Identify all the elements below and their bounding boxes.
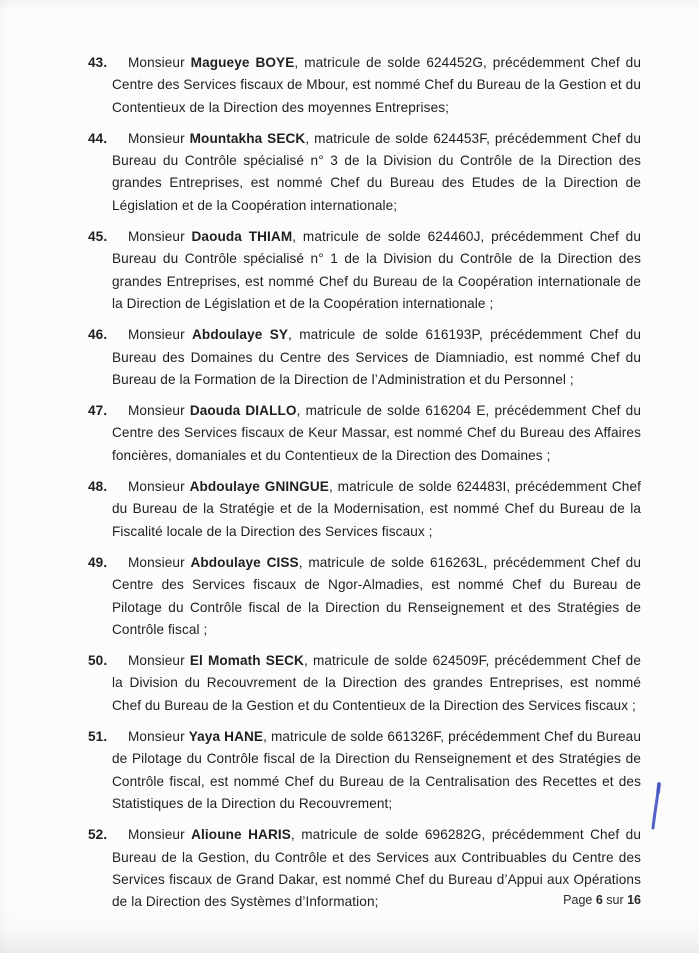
list-item: [88, 324, 641, 391]
page-footer: [563, 893, 641, 907]
item-number: 45.: [88, 229, 108, 245]
list-item: [88, 552, 641, 641]
person-name: Abdoulaye SY: [192, 327, 289, 343]
item-text-body: , matricule de solde 624453F, précédemment Chef du Bureau du Contrôle spécialisé n° 3 de la Division du Contrôle de la Direction des grandes Entreprises, est nommé Chef du Bureau des Etudes de la Direction de Législation et de la Coopération internationale;: [112, 130, 641, 213]
footer-label-sur: sur: [602, 893, 628, 907]
item-text-prefix: Monsieur: [128, 479, 190, 495]
list-item: [88, 128, 641, 217]
person-name: Daouda DIALLO: [189, 403, 297, 419]
item-number: 52.: [88, 827, 108, 843]
item-text-body: , matricule de solde 624483I, précédemment Chef du Bureau de la Stratégie et de la Modernisation, est nommé Chef du Bureau de la Fiscalité locale de la Direction des Services fiscaux ;: [112, 479, 641, 539]
person-name: Abdoulaye GNINGUE: [189, 479, 329, 495]
item-text-prefix: Monsieur: [128, 653, 190, 669]
handwritten-pen-mark: [643, 780, 669, 836]
person-name: Abdoulaye CISS: [190, 554, 299, 570]
item-text-body: , matricule de solde 616204 E, précédemment Chef du Centre des Services fiscaux de Keur Massar, est nommé Chef du Bureau des Affaires foncières, domaniales et du Contentieux de la Direction des Domaines ;: [112, 403, 641, 463]
item-text-body: , matricule de solde 624509F, précédemment Chef de la Division du Recouvrement de la Direction des grandes Entreprises, est nommé Chef du Bureau de la Gestion et du Contentieux de la Direction des Services fiscaux ;: [112, 653, 642, 713]
item-number: 44.: [88, 130, 108, 146]
list-item: [88, 726, 641, 815]
item-text-prefix: Monsieur: [128, 327, 193, 343]
item-text-prefix: Monsieur: [128, 827, 192, 843]
item-text-prefix: Monsieur: [128, 130, 190, 146]
footer-page-total: 16: [627, 893, 641, 907]
item-number: 46.: [88, 327, 108, 343]
item-text-body: , matricule de solde 616193P, précédemment Chef du Bureau des Domaines du Centre des Services de Diamniadio, est nommé Chef du Bureau de la Formation de la Direction de l’Administration et du Personnel ;: [112, 327, 641, 387]
item-text-prefix: Monsieur: [128, 554, 191, 570]
list-item: [88, 824, 641, 913]
person-name: Mountakha SECK: [189, 130, 306, 146]
person-name: Alioune HARIS: [191, 827, 291, 843]
footer-label-page: Page: [563, 893, 596, 907]
list-item: [88, 476, 641, 543]
item-number: 49.: [88, 554, 108, 570]
item-text-prefix: Monsieur: [128, 55, 191, 70]
person-name: El Momath SECK: [189, 653, 304, 669]
item-text-body: , matricule de solde 624460J, précédemment Chef du Bureau du Contrôle spécialisé n° 1 de la Division du Contrôle de la Direction des grandes Entreprises, est nommé Chef du Bureau de la Coopération internationale de la Direction de Législation et de la Coopération internationale ;: [112, 229, 641, 311]
item-text-prefix: Monsieur: [128, 229, 192, 245]
item-number: 43.: [88, 55, 108, 70]
person-name: Yaya HANE: [188, 729, 264, 745]
item-text-body: , matricule de solde 624452G, précédemment Chef du Centre des Services fiscaux de Mbour, est nommé Chef du Bureau de la Gestion et du Contentieux de la Direction des moyennes Entreprises;: [112, 55, 641, 115]
item-number: 50.: [88, 653, 108, 669]
list-item: [88, 400, 641, 467]
list-item: [88, 650, 642, 717]
person-name: Daouda THIAM: [191, 229, 293, 245]
item-text-body: , matricule de solde 616263L, précédemment Chef du Centre des Services fiscaux de Ngor-Almadies, est nommé Chef du Bureau de Pilotage du Contrôle fiscal de la Direction du Renseignement et des Stratégies de Contrôle fiscal ;: [112, 554, 641, 637]
list-item: [88, 226, 641, 315]
item-number: 48.: [88, 479, 108, 495]
item-text-prefix: Monsieur: [128, 403, 190, 419]
item-text-prefix: Monsieur: [128, 729, 189, 745]
item-number: 47.: [88, 403, 108, 419]
item-text-body: , matricule de solde 696282G, précédemment Chef du Bureau de la Gestion, du Contrôle et des Services aux Contribuables du Centre des Services fiscaux de Grand Dakar, est nommé Chef du Bureau d’Appui aux Opérations de la Direction des Systèmes d’Information;: [112, 827, 641, 910]
person-name: Magueye BOYE: [190, 55, 295, 70]
item-number: 51.: [88, 729, 108, 745]
footer-page-number: 6: [595, 893, 603, 907]
appointment-list: [88, 52, 641, 922]
list-item: [88, 52, 641, 119]
item-text-body: , matricule de solde 661326F, précédemment Chef du Bureau de Pilotage du Contrôle fiscal de la Direction du Renseignement et des Stratégies de Contrôle fiscal, est nommé Chef du Bureau de la Centralisation des Recettes et des Statistiques de la Direction du Recouvrement;: [112, 729, 641, 811]
